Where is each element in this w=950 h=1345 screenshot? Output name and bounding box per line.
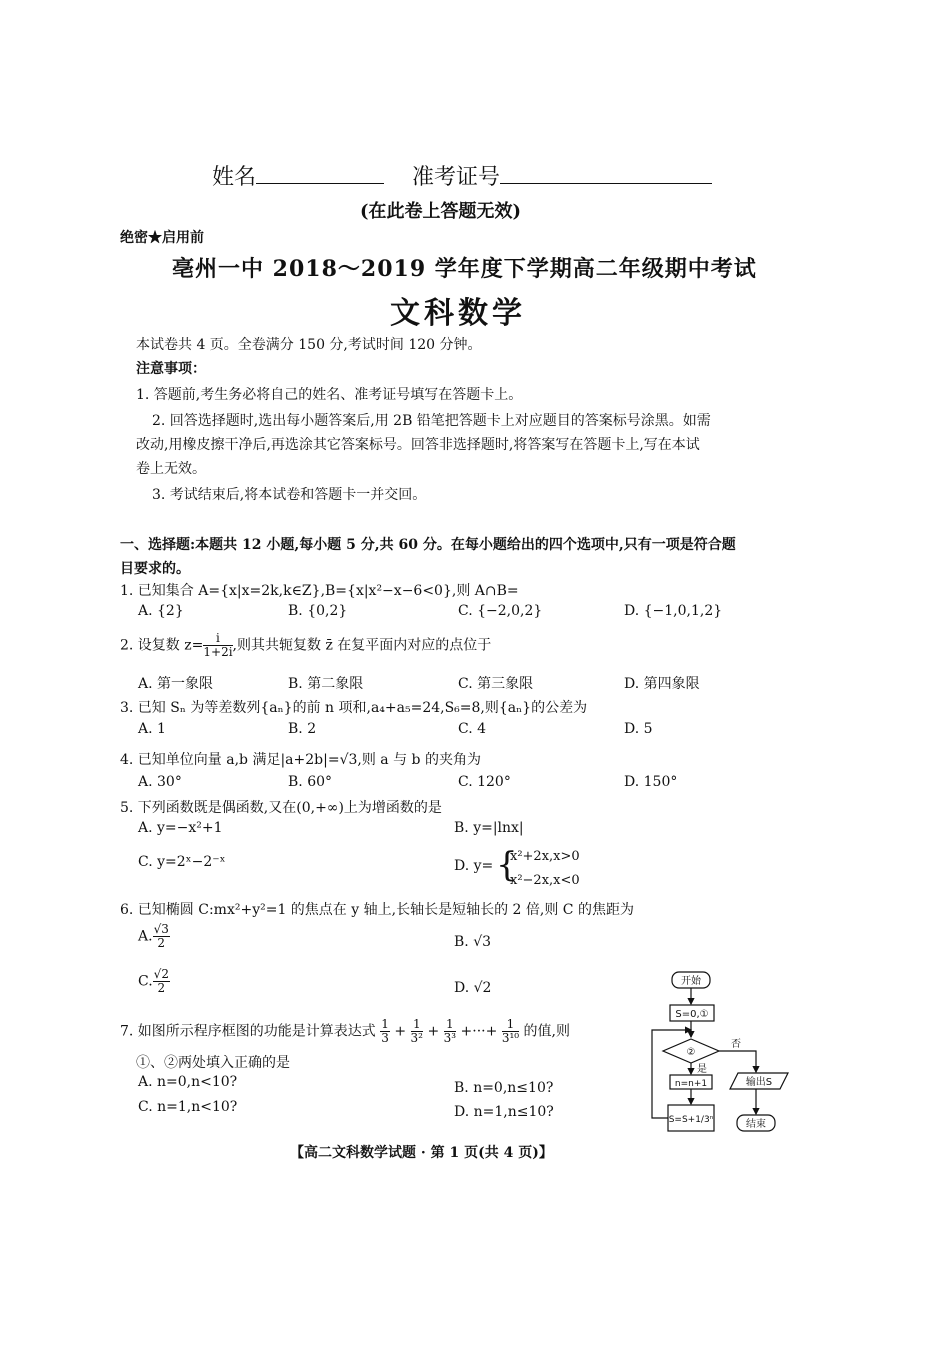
flowchart-condition-text: ② bbox=[686, 1047, 696, 1058]
q7-term-last: $\frac{1}{\text{3¹⁰}}$ bbox=[501, 1017, 520, 1045]
notes-title: 注意事项： bbox=[136, 361, 206, 377]
q6-option-a-denominator: 2 bbox=[157, 936, 166, 950]
q2-fraction-numerator: i bbox=[203, 632, 232, 646]
q5-option-a: A. y=−x²+1 bbox=[138, 820, 223, 836]
flowchart-increment-text: n=n+1 bbox=[674, 1079, 708, 1089]
note-2-line-2: 改动,用橡皮擦干净后,再选涂其它答案标号。回答非选择题时,将答案写在答题卡上,写在本试 bbox=[136, 437, 700, 453]
q2-fraction bbox=[203, 632, 232, 659]
flowchart-output-text: 输出S bbox=[745, 1077, 773, 1088]
q2-option-a: A. 第一象限 bbox=[138, 676, 214, 692]
q2-fraction-denominator: 1+2i bbox=[203, 645, 233, 659]
q7-term-3: $\frac{1}{\text{3³}}$ bbox=[443, 1017, 457, 1045]
q6-option-a-label: A. bbox=[138, 928, 153, 945]
q6-option-b: B. √3 bbox=[454, 934, 492, 950]
q7-term-2: $\frac{1}{\text{3²}}$ bbox=[410, 1017, 423, 1045]
q4-stem: 4. 已知单位向量 a,b 满足|a+2b|=√3,则 a 与 b 的夹角为 bbox=[120, 752, 481, 768]
q3-option-a: A. 1 bbox=[138, 721, 166, 737]
note-1: 1. 答题前,考生务必将自己的姓名、准考证号填写在答题卡上。 bbox=[136, 387, 523, 403]
q3-option-d: D. 5 bbox=[624, 721, 653, 737]
q5-option-d-case-2: x²−2x,x<0 bbox=[510, 873, 580, 888]
flowchart-yes-label: 是 bbox=[697, 1064, 707, 1075]
q3-option-c: C. 4 bbox=[458, 721, 487, 737]
q7-option-c: C. n=1,n<10? bbox=[138, 1099, 238, 1115]
q2-option-c: C. 第三象限 bbox=[458, 676, 534, 692]
q1-option-d: D. {−1,0,1,2} bbox=[624, 603, 723, 619]
q1-option-c: C. {−2,0,2} bbox=[458, 603, 543, 619]
q2-stem-start: 2. 设复数 z= bbox=[120, 637, 204, 654]
note-2-line-3: 卷上无效。 bbox=[136, 461, 206, 477]
q2-option-d: D. 第四象限 bbox=[624, 676, 700, 692]
q5-option-d: D. y= bbox=[454, 858, 494, 874]
invalid-note: (在此卷上答题无效) bbox=[360, 201, 522, 222]
q7-term-1: $\frac{1}{3}$ bbox=[381, 1017, 389, 1045]
exam-summary: 本试卷共 4 页。全卷满分 150 分,考试时间 120 分钟。 bbox=[136, 337, 482, 353]
flowchart-update-text: S=S+1/3ⁿ bbox=[668, 1115, 714, 1125]
q6-option-a bbox=[138, 923, 170, 950]
q7-stem bbox=[120, 1018, 570, 1045]
q7-stem-end: 的值,则 bbox=[523, 1023, 570, 1040]
q7-plus-2: + bbox=[427, 1023, 440, 1040]
q6-option-a-numerator: √3 bbox=[153, 922, 169, 936]
q7-option-a: A. n=0,n<10? bbox=[138, 1074, 238, 1090]
section-1-heading-line-2: 目要求的。 bbox=[120, 561, 190, 577]
q2-option-b: B. 第二象限 bbox=[288, 676, 364, 692]
q4-option-a: A. 30° bbox=[138, 774, 182, 790]
page-footer: 【高二文科数学试题 · 第 1 页(共 4 页)】 bbox=[290, 1145, 553, 1161]
q6-option-d: D. √2 bbox=[454, 980, 492, 996]
q5-option-b: B. y=|lnx| bbox=[454, 820, 524, 836]
subject-title: 文科数学 bbox=[390, 296, 526, 331]
flowchart-init-text: S=0,① bbox=[675, 1009, 709, 1020]
q4-option-c: C. 120° bbox=[458, 774, 511, 790]
section-1-heading-line-1: 一、选择题:本题共 12 小题,每小题 5 分,共 60 分。在每小题给出的四个选项中,只有一项是符合题 bbox=[120, 537, 736, 553]
q6-option-c-numerator: √2 bbox=[153, 967, 169, 981]
secret-label: 绝密★启用前 bbox=[120, 230, 204, 246]
q1-option-b: B. {0,2} bbox=[288, 603, 348, 619]
q6-stem: 6. 已知椭圆 C:mx²+y²=1 的焦点在 y 轴上,长轴长是短轴长的 2 倍,则 C 的焦距为 bbox=[120, 902, 634, 918]
q4-option-d: D. 150° bbox=[624, 774, 678, 790]
note-3: 3. 考试结束后,将本试卷和答题卡一并交回。 bbox=[152, 487, 427, 503]
q6-option-c-label: C. bbox=[138, 973, 153, 990]
q2-stem-end: ,则其共轭复数 z̄ 在复平面内对应的点位于 bbox=[232, 637, 492, 654]
q5-brace: { bbox=[496, 845, 518, 885]
q7-option-b: B. n=0,n≤10? bbox=[454, 1080, 554, 1096]
flowchart-start-text: 开始 bbox=[681, 976, 701, 987]
q6-option-a-fraction bbox=[153, 923, 170, 950]
program-flowchart bbox=[640, 968, 800, 1140]
q5-option-c: C. y=2ˣ−2⁻ˣ bbox=[138, 854, 226, 870]
name-label: 姓名 bbox=[212, 165, 257, 190]
ticket-number-label: 准考证号 bbox=[412, 165, 501, 190]
q3-stem: 3. 已知 Sₙ 为等差数列{aₙ}的前 n 项和,a₄+a₅=24,S₆=8,则{aₙ}的公差为 bbox=[120, 700, 588, 716]
q7-stem-line-2: ①、②两处填入正确的是 bbox=[136, 1055, 290, 1071]
q1-stem: 1. 已知集合 A={x|x=2k,k∈Z},B={x|x²−x−6<0},则 A∩B= bbox=[120, 583, 519, 599]
name-blank bbox=[256, 165, 384, 184]
q7-ellipsis: +···+ bbox=[460, 1023, 498, 1040]
q7-option-d: D. n=1,n≤10? bbox=[454, 1104, 554, 1120]
flowchart-no-label: 否 bbox=[731, 1039, 741, 1050]
q3-option-b: B. 2 bbox=[288, 721, 317, 737]
ticket-number-blank bbox=[500, 165, 712, 184]
q5-option-d-case-1: x²+2x,x>0 bbox=[510, 849, 580, 864]
exam-title: 亳州一中 2018～2019 学年度下学期高二年级期中考试 bbox=[172, 256, 757, 282]
flowchart-end-text: 结束 bbox=[746, 1119, 766, 1130]
q6-option-c bbox=[138, 968, 170, 995]
q2-stem bbox=[120, 632, 491, 659]
q7-stem-start: 7. 如图所示程序框图的功能是计算表达式 bbox=[120, 1023, 376, 1040]
q7-plus-1: + bbox=[394, 1023, 407, 1040]
note-2-line-1: 2. 回答选择题时,选出每小题答案后,用 2B 铅笔把答题卡上对应题目的答案标号涂黑。如需 bbox=[152, 413, 711, 429]
q6-option-c-fraction bbox=[153, 968, 170, 995]
candidate-info-line bbox=[212, 160, 712, 191]
q1-option-a: A. {2} bbox=[138, 603, 184, 619]
q6-option-c-denominator: 2 bbox=[157, 981, 166, 995]
q5-stem: 5. 下列函数既是偶函数,又在(0,+∞)上为增函数的是 bbox=[120, 800, 442, 816]
q4-option-b: B. 60° bbox=[288, 774, 333, 790]
